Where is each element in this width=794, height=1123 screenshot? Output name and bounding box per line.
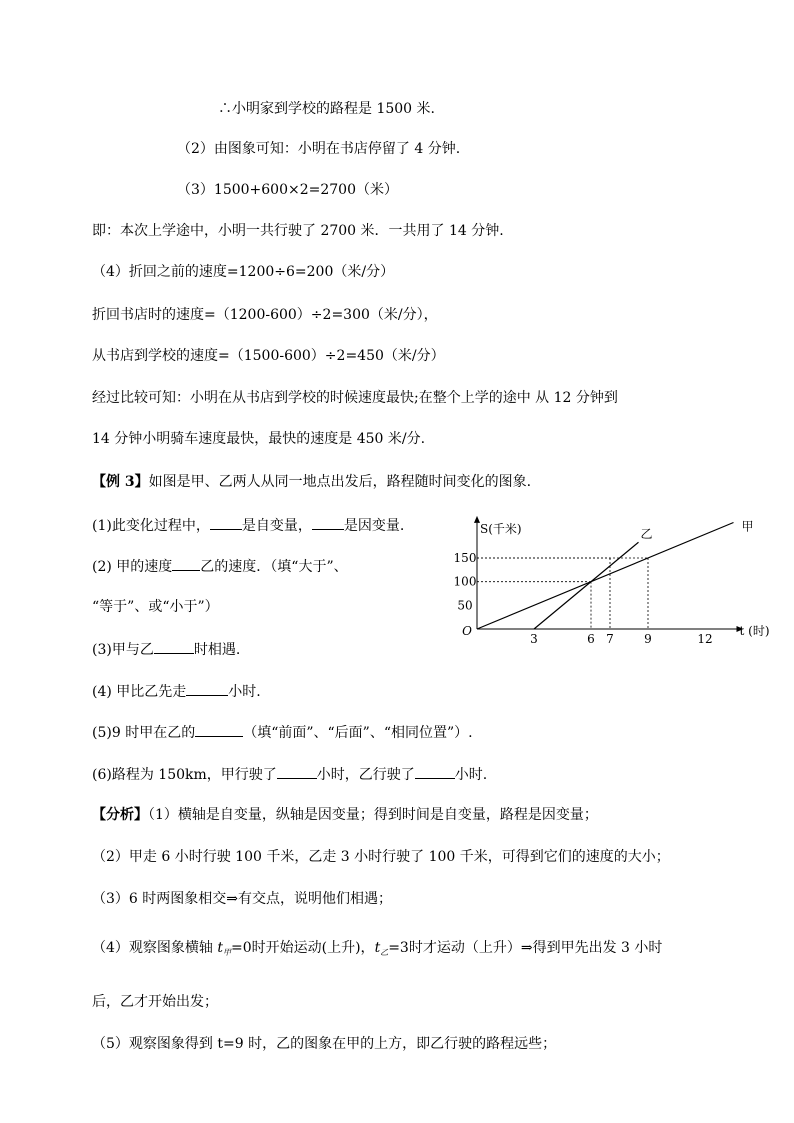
question-3 xyxy=(92,639,240,659)
t-subscript-jia: 甲 xyxy=(223,948,231,957)
question-6 xyxy=(92,764,487,784)
solution-line-1: ∴小明家到学校的路程是 1500 米. xyxy=(218,101,435,117)
q2-text-b: 乙的速度．（填“大于”、 xyxy=(200,559,348,575)
analysis-4-text-b: =0时开始运动(上升)， xyxy=(231,940,375,956)
series-line-0 xyxy=(477,523,734,629)
example-tag: 【例 3】 xyxy=(92,474,149,490)
q6-text-c: 小时. xyxy=(454,767,488,783)
q3-text-a: (3)甲与乙 xyxy=(92,642,154,658)
solution-line-2: （2）由图象可知：小明在书店停留了 4 分钟. xyxy=(177,141,461,157)
x-tick-label-2: 7 xyxy=(606,632,614,646)
q2-blank[interactable] xyxy=(172,556,200,571)
q5-text-a: (5)9 时甲在乙的 xyxy=(92,725,196,741)
analysis-line-4 xyxy=(92,939,662,962)
y-axis-label: S(千米) xyxy=(480,521,522,536)
question-5 xyxy=(92,722,473,742)
series-label-1: 乙 xyxy=(640,527,653,542)
q6-text-a: (6)路程为 150km，甲行驶了 xyxy=(92,767,277,783)
t-subscript-yi: 乙 xyxy=(380,948,389,957)
q3-blank[interactable] xyxy=(154,639,194,654)
q5-text-b: （填“前面”、“后面”、“相同位置”）. xyxy=(243,725,473,741)
x-tick-label-1: 6 xyxy=(587,632,595,646)
analysis-4-text-a: （4）观察图象横轴 xyxy=(92,940,218,956)
q2-text-a: (2) 甲的速度 xyxy=(92,559,173,575)
analysis-line-2: （2）甲走 6 小时行驶 100 千米，乙走 3 小时行驶了 100 千米，可得到它们的速度的大小； xyxy=(92,849,670,865)
q6-blank-2[interactable] xyxy=(415,764,455,779)
y-tick-label-1: 100 xyxy=(453,574,477,589)
example-title: 如图是甲、乙两人从同一地点出发后，路程随时间变化的图象. xyxy=(148,474,532,490)
analysis-line-5: （5）观察图象得到 t=9 时，乙的图象在甲的上方，即乙行驶的路程远些； xyxy=(92,1036,557,1052)
q5-blank[interactable] xyxy=(195,722,243,737)
q4-blank[interactable] xyxy=(186,681,228,696)
series-label-0: 甲 xyxy=(741,519,754,534)
x-tick-label-3: 9 xyxy=(644,632,652,646)
analysis-line-4-cont: 后，乙才开始出发； xyxy=(92,994,218,1010)
q1-text-c: 是因变量. xyxy=(343,518,405,534)
example-heading xyxy=(92,473,531,491)
distance-time-chart xyxy=(440,500,770,650)
solution-line-7: 从书店到学校的速度=（1500-600）÷2=450（米/分） xyxy=(92,348,445,364)
q1-blank-1[interactable] xyxy=(210,515,242,530)
q6-blank-1[interactable] xyxy=(277,764,317,779)
series-line-1 xyxy=(534,542,639,629)
t-symbol-2: t xyxy=(374,940,381,956)
solution-line-8: 经过比较可知：小明在从书店到学校的时候速度最快;在整个上学的途中 从 12 分钟到 xyxy=(92,390,618,406)
q4-text-b: 小时. xyxy=(228,684,261,700)
solution-line-3: （3）1500+600×2=2700（米） xyxy=(177,182,398,198)
question-2-options: “等于”、或“小于”） xyxy=(92,599,219,615)
q3-text-b: 时相遇. xyxy=(193,642,241,658)
analysis-text-1: （1）横轴是自变量，纵轴是因变量；得到时间是自变量，路程是因变量； xyxy=(148,807,598,823)
solution-line-9: 14 分钟小明骑车速度最快，最快的速度是 450 米/分. xyxy=(92,431,426,447)
analysis-tag: 【分析】 xyxy=(92,807,148,823)
origin-label: O xyxy=(462,624,472,638)
q4-text-a: (4) 甲比乙先走 xyxy=(92,684,187,700)
q1-blank-2[interactable] xyxy=(312,515,344,530)
solution-line-5: （4）折回之前的速度=1200÷6=200（米/分） xyxy=(92,264,395,280)
y-tick-label-2: 150 xyxy=(453,551,477,566)
y-tick-label-0: 50 xyxy=(457,598,473,613)
q1-text-b: 是自变量， xyxy=(241,518,312,534)
x-axis-label: t (时) xyxy=(739,624,770,638)
solution-line-4: 即：本次上学途中，小明一共行驶了 2700 米．一共用了 14 分钟. xyxy=(92,223,504,239)
x-tick-label-4: 12 xyxy=(697,632,713,646)
question-2 xyxy=(92,556,348,576)
question-1 xyxy=(92,515,404,535)
analysis-4-text-c: =3时才运动（上升）⇒得到甲先出发 3 小时 xyxy=(388,940,663,956)
analysis-line-1 xyxy=(92,806,598,824)
question-4 xyxy=(92,681,261,701)
x-tick-label-0: 3 xyxy=(530,632,538,646)
analysis-line-3: （3）6 时两图象相交⇒有交点，说明他们相遇； xyxy=(92,891,392,907)
q6-text-b: 小时，乙行驶了 xyxy=(316,767,415,783)
solution-line-6: 折回书店时的速度=（1200-600）÷2=300（米/分）， xyxy=(92,307,438,323)
q1-text-a: (1)此变化过程中， xyxy=(92,518,210,534)
t-symbol-1: t xyxy=(217,940,223,956)
